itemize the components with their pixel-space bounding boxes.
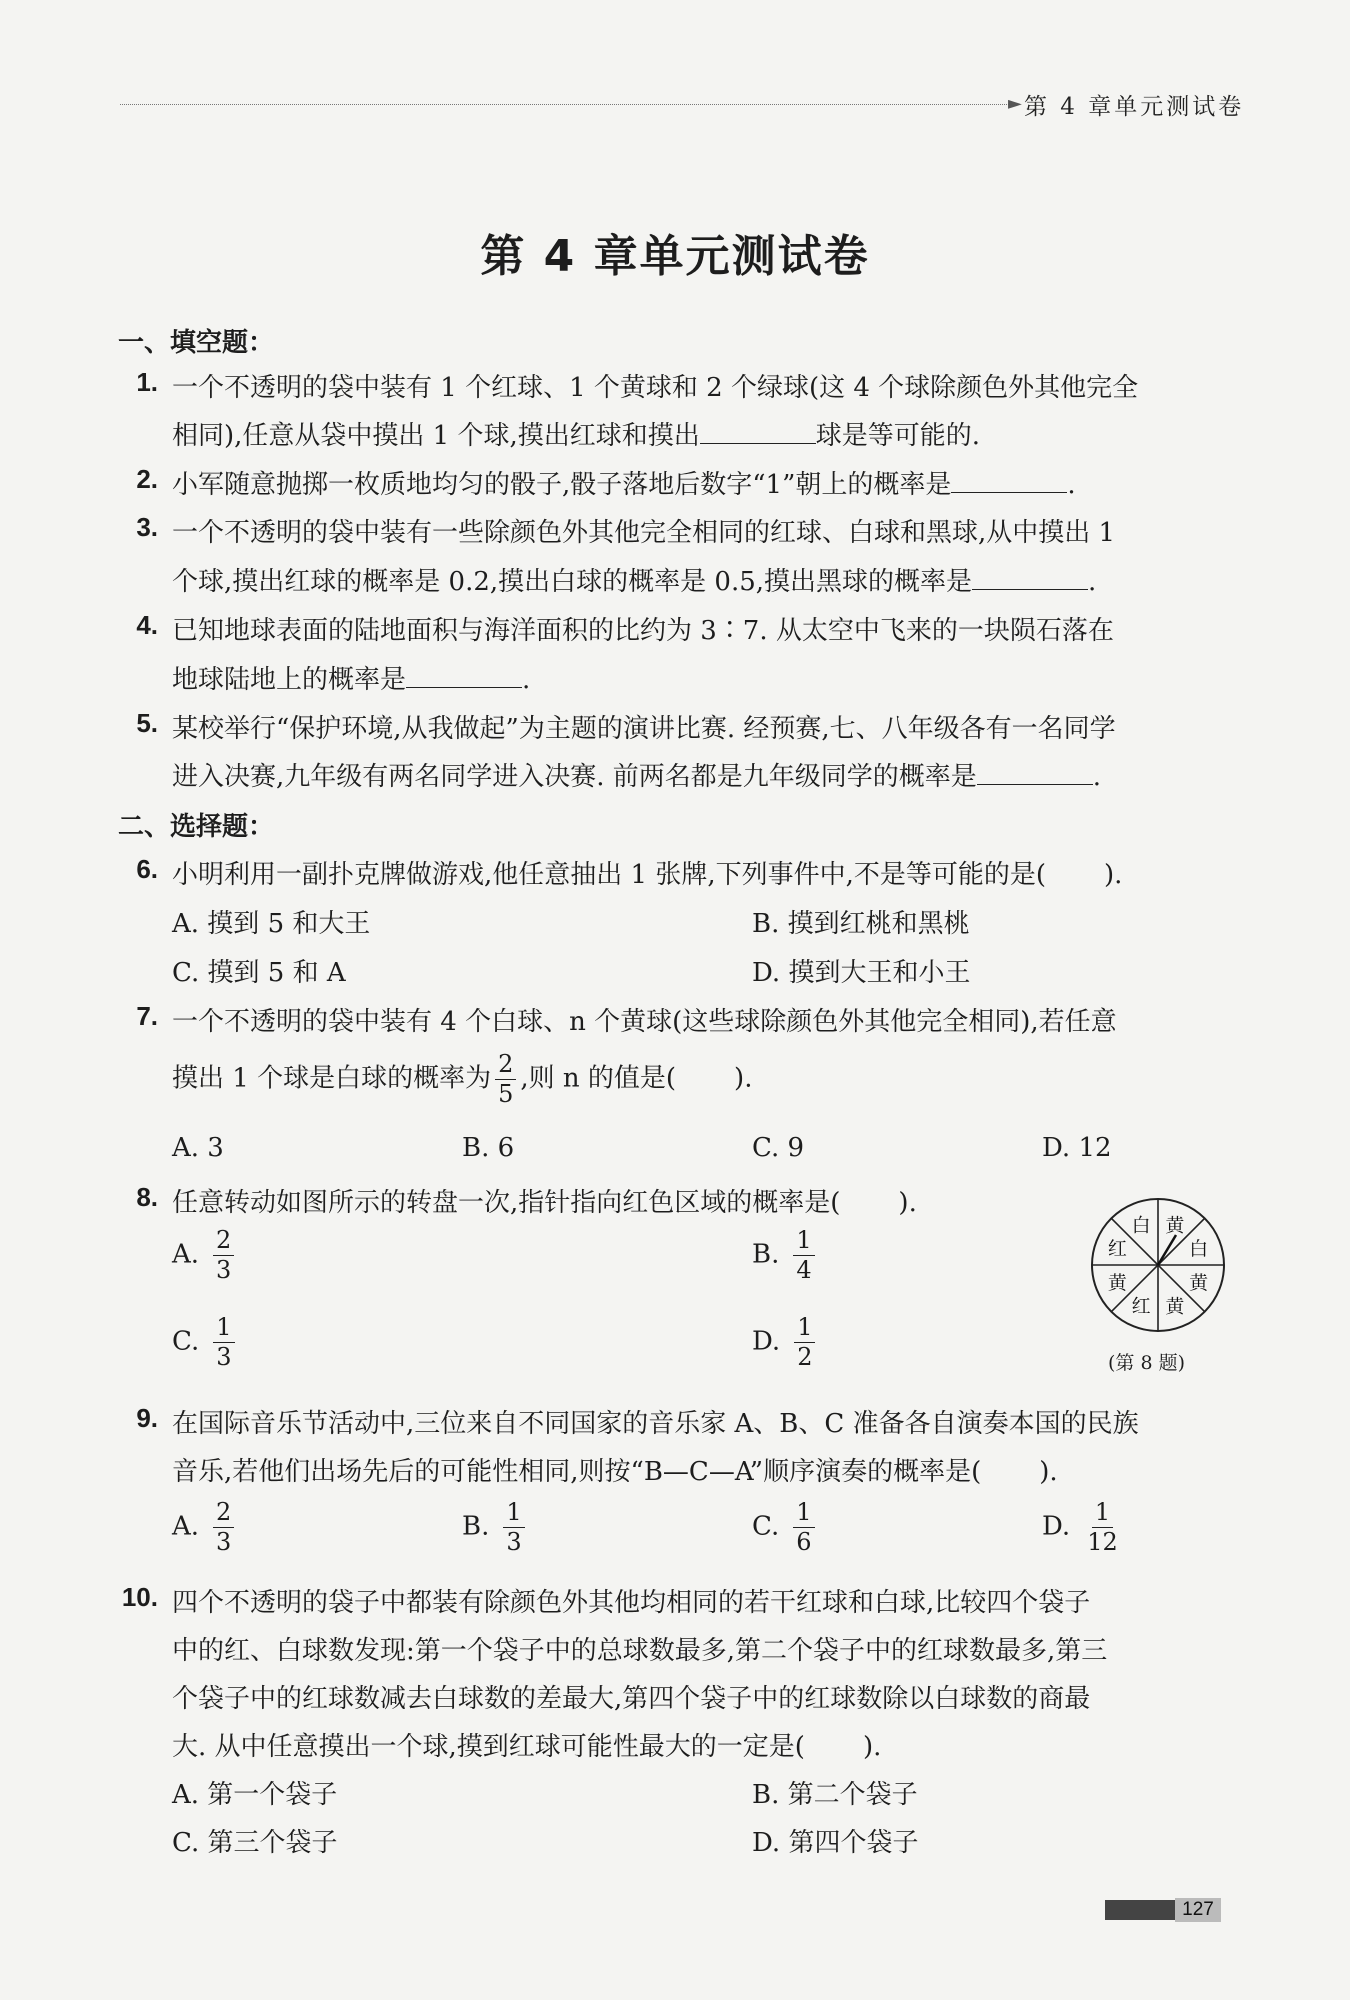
q3-line1: 一个不透明的袋中装有一些除颜色外其他完全相同的红球、白球和黑球,从中摸出 1	[172, 518, 1116, 548]
spinner-figure	[1088, 1195, 1228, 1335]
q4-end: .	[522, 665, 531, 695]
q2-line	[172, 464, 1076, 501]
q5-end: .	[1092, 762, 1102, 792]
q9-d-num: 1	[1092, 1500, 1113, 1528]
q10-line4-text: 大. 从中任意摸出一个球,摸到红球可能性最大的一定是(	[172, 1732, 805, 1762]
q9-b-den: 3	[506, 1528, 522, 1557]
q2-end: .	[1067, 470, 1076, 500]
page-number: 127	[1175, 1898, 1221, 1922]
q8-d-den: 2	[797, 1343, 813, 1372]
spinner-sector-label: 白	[1131, 1214, 1151, 1237]
q7-line2	[172, 1052, 752, 1107]
running-header: 第 4 章单元测试卷	[1024, 94, 1245, 120]
q7-line2a: 摸出 1 个球是白球的概率为	[172, 1063, 492, 1094]
q9-line1: 在国际音乐节活动中,三位来自不同国家的音乐家 A、B、C 准备各自演奏本国的民族	[172, 1409, 1139, 1439]
q9-c-frac	[793, 1500, 814, 1555]
q10-line1: 四个不透明的袋子中都装有除颜色外其他均相同的若干红球和白球,比较四个袋子	[172, 1588, 1091, 1618]
q10-option-a[interactable]: A. 第一个袋子	[172, 1780, 338, 1810]
q9-close: ).	[1039, 1457, 1058, 1487]
q5-line2	[172, 756, 1101, 793]
q6-text: 小明利用一副扑克牌做游戏,他任意抽出 1 张牌,下列事件中,不是等可能的是(	[172, 860, 1047, 890]
q9-d-frac	[1084, 1500, 1121, 1555]
q3-line2	[172, 561, 1096, 598]
q9-a-den: 3	[216, 1528, 232, 1557]
q10-number: 10.	[121, 1582, 158, 1612]
q1-line1: 一个不透明的袋中装有 1 个红球、1 个黄球和 2 个绿球(这 4 个球除颜色外其他完全	[172, 373, 1139, 403]
q9-line2	[172, 1451, 1058, 1488]
spinner-sector-label: 红	[1107, 1238, 1127, 1261]
q9-a-label: A.	[172, 1511, 200, 1542]
q8-c-den: 3	[216, 1343, 232, 1372]
q4-line2	[172, 659, 530, 696]
q5-number: 5.	[136, 708, 158, 738]
q3-number: 3.	[136, 512, 158, 542]
q8-c-num: 1	[213, 1315, 234, 1343]
q6-option-a[interactable]: A. 摸到 5 和大王	[172, 909, 371, 939]
q9-b-label: B.	[462, 1511, 490, 1542]
q8-c-frac	[213, 1315, 234, 1370]
q10-close: ).	[862, 1732, 882, 1762]
q3-line2-text: 个球,摸出红球的概率是 0.2,摸出白球的概率是 0.5,摸出黑球的概率是	[172, 567, 973, 597]
q9-a-num: 2	[213, 1500, 234, 1528]
q8-option-b[interactable]	[752, 1228, 819, 1283]
figure-caption: (第 8 题)	[1108, 1352, 1185, 1374]
header-rule	[120, 104, 1015, 105]
q1-line2a: 相同),任意从袋中摸出 1 个球,摸出红球和摸出	[172, 421, 700, 451]
q10-line2: 中的红、白球数发现:第一个袋子中的总球数最多,第二个袋子中的红球数最多,第三	[172, 1636, 1108, 1666]
q3-end: .	[1088, 567, 1097, 597]
q8-b-frac	[793, 1228, 814, 1283]
q4-answer-blank[interactable]	[406, 661, 522, 688]
q9-c-label: C.	[752, 1511, 780, 1542]
q9-b-frac	[503, 1500, 524, 1555]
q8-a-frac	[213, 1228, 234, 1283]
q6-number: 6.	[136, 854, 158, 884]
q8-option-d[interactable]	[752, 1315, 819, 1370]
q10-line4	[172, 1726, 881, 1763]
q9-d-label: D.	[1042, 1511, 1071, 1542]
q4-line2-text: 地球陆地上的概率是	[172, 665, 407, 695]
spinner-sector-label: 白	[1189, 1238, 1209, 1261]
spinner-sector-label: 黄	[1165, 1295, 1185, 1318]
q8-line	[172, 1182, 917, 1219]
q9-c-den: 6	[796, 1528, 812, 1557]
section-fill-in: 一、填空题：	[118, 328, 275, 358]
q8-option-a[interactable]	[172, 1228, 238, 1283]
spinner-sector-label: 红	[1131, 1295, 1151, 1318]
q9-number: 9.	[136, 1403, 158, 1433]
q2-number: 2.	[136, 464, 158, 494]
q5-line1: 某校举行“保护环境,从我做起”为主题的演讲比赛. 经预赛,七、八年级各有一名同学	[172, 714, 1116, 744]
q9-c-num: 1	[793, 1500, 814, 1528]
q7-option-d[interactable]: D. 12	[1042, 1133, 1112, 1163]
q9-option-c[interactable]	[752, 1500, 819, 1555]
q7-option-c[interactable]: C. 9	[752, 1133, 805, 1163]
q10-option-b[interactable]: B. 第二个袋子	[752, 1780, 918, 1810]
q6-option-b[interactable]: B. 摸到红桃和黑桃	[752, 909, 970, 939]
q6-close: ).	[1104, 860, 1123, 890]
q7-frac-den: 5	[498, 1080, 514, 1109]
q8-a-num: 2	[213, 1228, 234, 1256]
q5-line2-text: 进入决赛,九年级有两名同学进入决赛. 前两名都是九年级同学的概率是	[172, 762, 977, 792]
q4-line1: 已知地球表面的陆地面积与海洋面积的比约为 3∶7. 从太空中飞来的一块陨石落在	[172, 616, 1114, 646]
q8-b-label: B.	[752, 1239, 780, 1270]
q9-option-a[interactable]	[172, 1500, 238, 1555]
q8-text: 任意转动如图所示的转盘一次,指针指向红色区域的概率是(	[172, 1188, 841, 1218]
spinner-sector-label: 黄	[1165, 1214, 1185, 1237]
q8-c-label: C.	[172, 1326, 200, 1357]
header-arrow-icon: ►	[1008, 93, 1022, 114]
page-title: 第 4 章单元测试卷	[480, 231, 870, 282]
q6-line	[172, 854, 1122, 891]
q1-answer-blank[interactable]	[700, 417, 816, 444]
q2-answer-blank[interactable]	[951, 466, 1067, 493]
q1-line2b: 球是等可能的.	[815, 421, 981, 451]
q8-close: ).	[898, 1188, 917, 1218]
q7-option-a[interactable]: A. 3	[172, 1133, 224, 1163]
q8-b-num: 1	[793, 1228, 814, 1256]
spinner-sector-label: 黄	[1189, 1271, 1209, 1294]
q10-option-d[interactable]: D. 第四个袋子	[752, 1828, 919, 1858]
q9-b-num: 1	[503, 1500, 524, 1528]
q9-a-frac	[213, 1500, 234, 1555]
q9-option-d[interactable]	[1042, 1500, 1125, 1555]
q8-option-c[interactable]	[172, 1315, 239, 1370]
q2-text: 小军随意抛掷一枚质地均匀的骰子,骰子落地后数字“1”朝上的概率是	[172, 470, 952, 500]
q4-number: 4.	[136, 610, 158, 640]
q9-option-b[interactable]	[462, 1500, 529, 1555]
q8-a-label: A.	[172, 1239, 200, 1270]
section-multiple-choice: 二、选择题：	[118, 812, 275, 842]
q7-line1: 一个不透明的袋中装有 4 个白球、n 个黄球(这些球除颜色外其他完全相同),若任意	[172, 1007, 1117, 1037]
q8-b-den: 4	[796, 1256, 812, 1285]
q10-option-c[interactable]: C. 第三个袋子	[172, 1828, 338, 1858]
q8-d-num: 1	[794, 1315, 815, 1343]
q7-line2b: ,则 n 的值是(	[520, 1063, 677, 1094]
q3-answer-blank[interactable]	[972, 563, 1088, 590]
q8-d-frac	[794, 1315, 815, 1370]
q9-line2-text: 音乐,若他们出场先后的可能性相同,则按“B—C—A”顺序演奏的概率是(	[172, 1457, 982, 1487]
q1-number: 1.	[136, 367, 158, 397]
page-number-bar	[1105, 1900, 1175, 1920]
q7-frac-num: 2	[495, 1052, 516, 1080]
q7-option-b[interactable]: B. 6	[462, 1133, 515, 1163]
q8-a-den: 3	[216, 1256, 232, 1285]
q10-line3: 个袋子中的红球数减去白球数的差最大,第四个袋子中的红球数除以白球数的商最	[172, 1684, 1091, 1714]
q7-number: 7.	[136, 1001, 158, 1031]
q6-option-d[interactable]: D. 摸到大王和小王	[752, 958, 971, 988]
q5-answer-blank[interactable]	[977, 758, 1093, 785]
q9-d-den: 12	[1087, 1528, 1118, 1557]
q1-line2	[172, 415, 980, 452]
q7-close: ).	[734, 1063, 753, 1094]
q8-d-label: D.	[752, 1326, 781, 1357]
q8-number: 8.	[136, 1182, 158, 1212]
q6-option-c[interactable]: C. 摸到 5 和 A	[172, 958, 346, 988]
spinner-sector-label: 黄	[1107, 1271, 1127, 1294]
q7-fraction	[495, 1052, 516, 1107]
